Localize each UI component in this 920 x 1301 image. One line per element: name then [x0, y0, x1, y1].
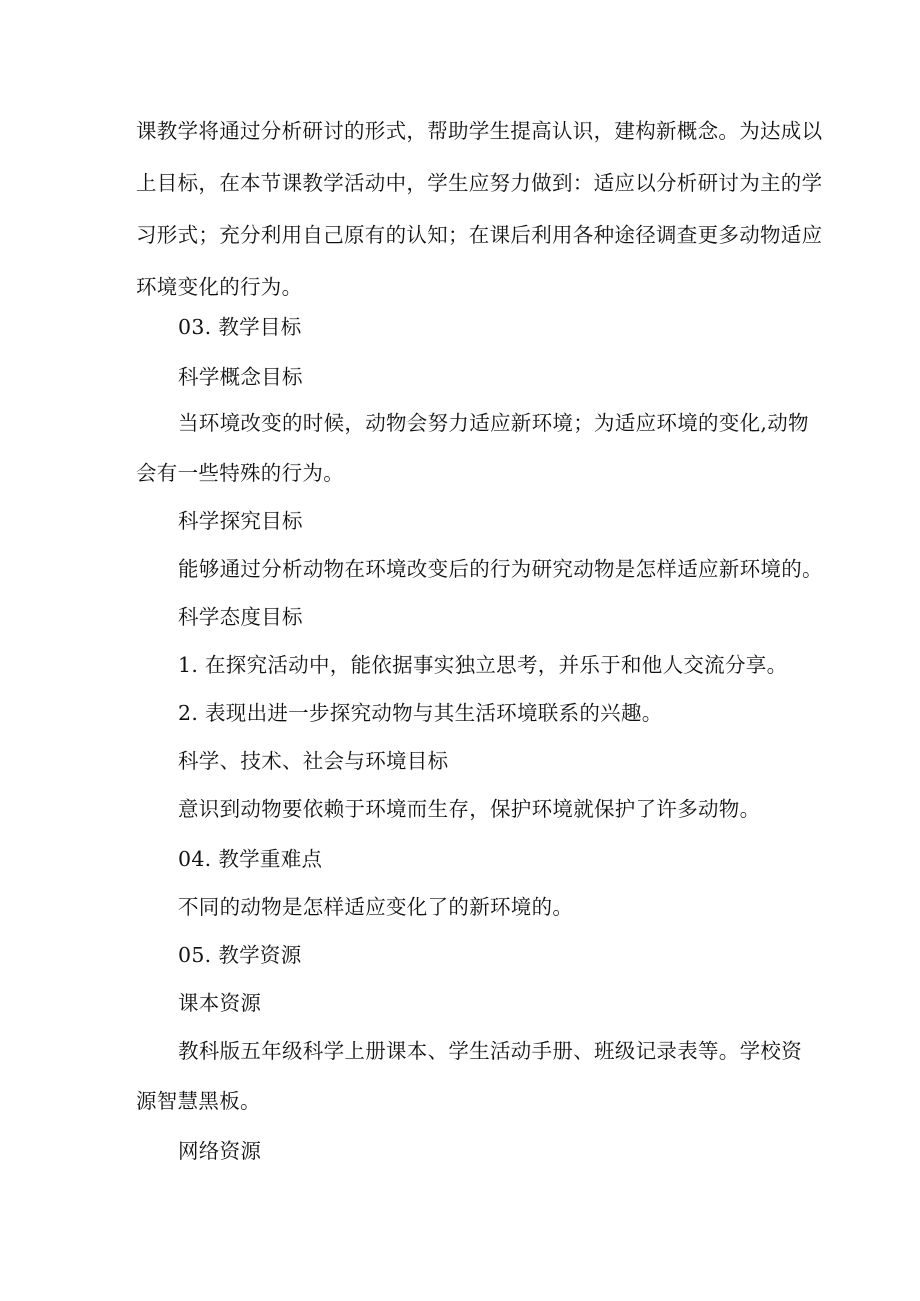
concept-goal-heading: 科学概念目标 — [178, 365, 303, 389]
textbook-resources-heading: 课本资源 — [178, 991, 262, 1015]
intro-paragraph-line: 习形式；充分利用自己原有的认知；在课后利用各种途径调查更多动物适应 — [136, 223, 823, 247]
online-resources-heading: 网络资源 — [178, 1139, 262, 1163]
textbook-resources-text-line: 教科版五年级科学上册课本、学生活动手册、班级记录表等。学校资 — [178, 1039, 802, 1063]
stse-goal-text: 意识到动物要依赖于环境而生存，保护环境就保护了许多动物。 — [178, 797, 761, 821]
attitude-goal-item: 1. 在探究活动中，能依据事实独立思考，并乐于和他人交流分享。 — [178, 653, 788, 677]
inquiry-goal-text: 能够通过分析动物在环境改变后的行为研究动物是怎样适应新环境的。 — [178, 557, 823, 581]
section-03-heading: 03. 教学目标 — [178, 315, 302, 339]
stse-goal-heading: 科学、技术、社会与环境目标 — [178, 749, 449, 773]
section-05-heading: 05. 教学资源 — [178, 943, 302, 967]
textbook-resources-text-line: 源智慧黑板。 — [136, 1089, 261, 1113]
concept-goal-text-line: 当环境改变的时候，动物会努力适应新环境；为适应环境的变化,动物 — [178, 411, 809, 435]
attitude-goal-item: 2. 表现出进一步探究动物与其生活环境联系的兴趣。 — [178, 701, 663, 725]
key-points-text: 不同的动物是怎样适应变化了的新环境的。 — [178, 895, 574, 919]
intro-paragraph-line: 环境变化的行为。 — [136, 275, 303, 299]
intro-paragraph-line: 课教学将通过分析研讨的形式，帮助学生提高认识，建构新概念。为达成以 — [136, 119, 823, 143]
intro-paragraph-line: 上目标，在本节课教学活动中，学生应努力做到：适应以分析研讨为主的学 — [136, 171, 823, 195]
inquiry-goal-heading: 科学探究目标 — [178, 509, 303, 533]
concept-goal-text-line: 会有一些特殊的行为。 — [136, 461, 344, 485]
attitude-goal-heading: 科学态度目标 — [178, 605, 303, 629]
section-04-heading: 04. 教学重难点 — [178, 847, 323, 871]
